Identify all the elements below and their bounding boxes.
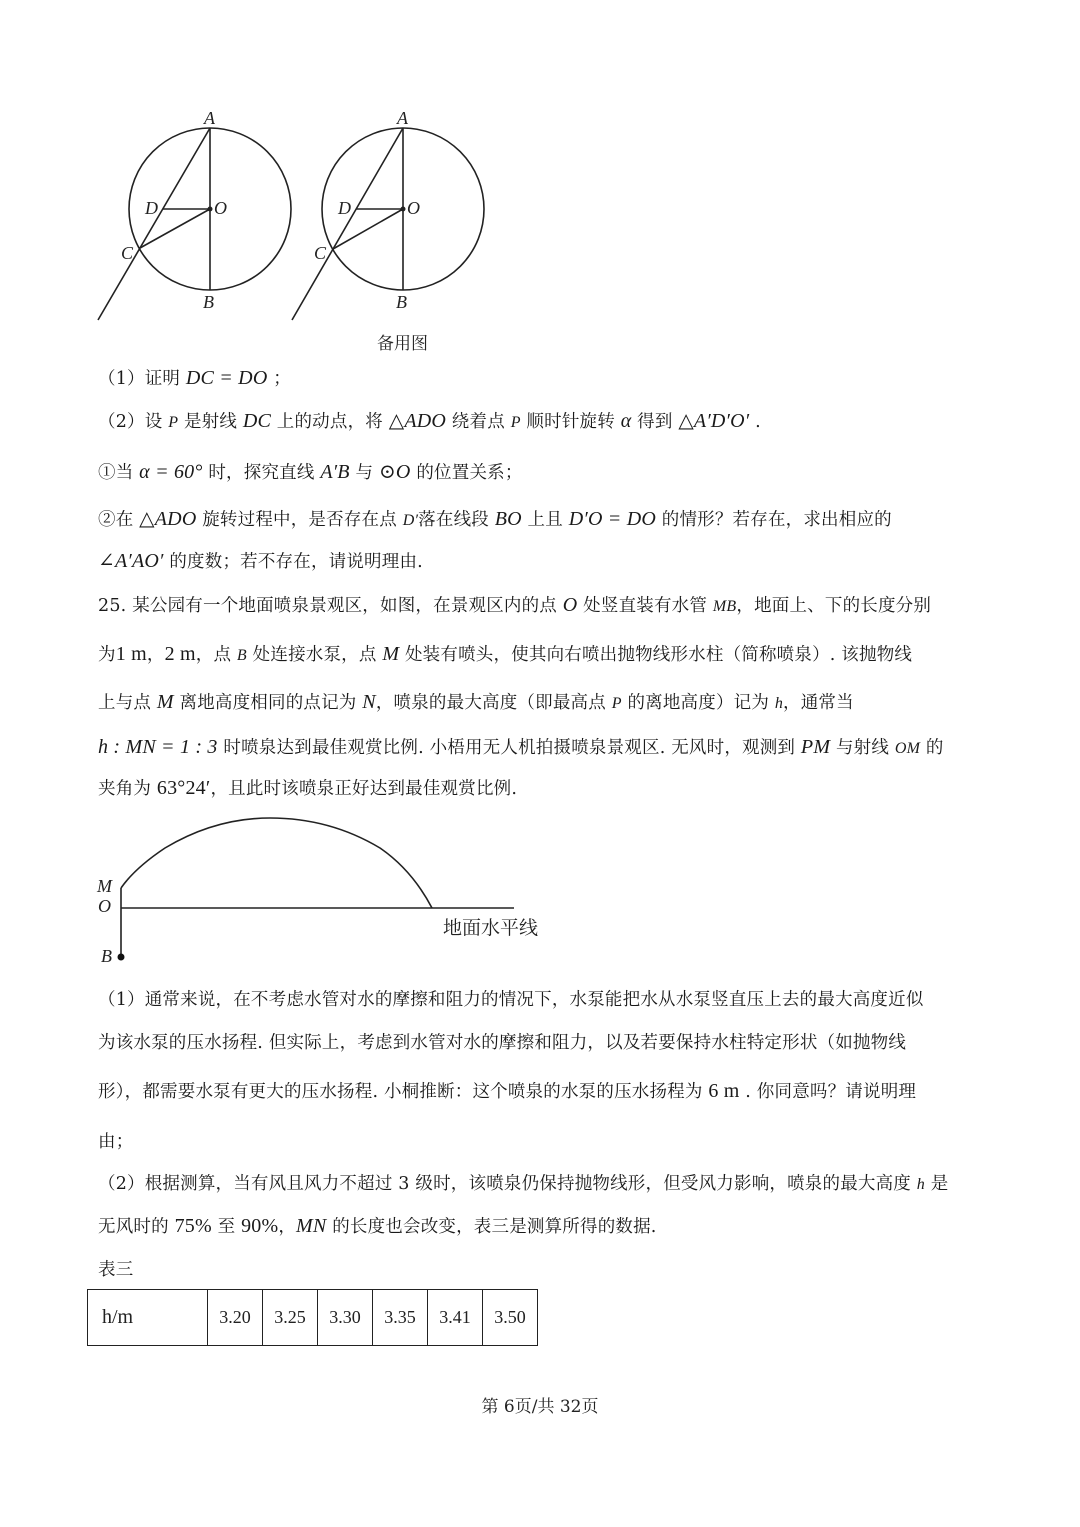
- table-cell: 3.35: [373, 1290, 428, 1346]
- q24-sub2: ②在 △ADO 旋转过程中，是否存在点 D′落在线段 BO 上且 D′O = DO 的情形？若存在，求出相应的: [98, 508, 892, 530]
- page-footer: 第 6页/共 32页: [481, 1397, 599, 1417]
- label-B: B: [101, 946, 112, 966]
- q24-sub2-line2: ∠A′AO′ 的度数；若不存在，请说明理由.: [98, 550, 423, 572]
- label-B-2: B: [396, 292, 407, 312]
- q25-line5: 夹角为 63°24′，且此时该喷泉正好达到最佳观赏比例.: [98, 777, 518, 799]
- q25-line2: 为1 m，2 m，点 B 处连接水泵，点 M 处装有喷头，使其向右喷出抛物线形水柱（简称喷泉）. 该抛物线: [98, 643, 913, 665]
- q24-sub1: ①当 α = 60° 时，探究直线 A′B 与 ⊙O 的位置关系；: [98, 461, 523, 483]
- table-cell: 3.50: [483, 1290, 538, 1346]
- table-cell: 3.30: [318, 1290, 373, 1346]
- label-B-1: B: [203, 292, 214, 312]
- table-cell: 3.20: [208, 1290, 263, 1346]
- q25-part1-line4: 由；: [98, 1132, 134, 1152]
- label-A-1: A: [204, 108, 215, 128]
- q24-part1: （1）证明 DC = DO ；: [98, 367, 291, 389]
- table-row: [88, 1290, 538, 1346]
- label-C-2: C: [314, 243, 327, 263]
- table-title: 表三: [98, 1260, 134, 1280]
- table-cell: 3.25: [263, 1290, 318, 1346]
- q25-line1: 25. 某公园有一个地面喷泉景观区，如图，在景观区内的点 O 处竖直装有水管 MB，地面上、下的长度分别: [98, 594, 932, 616]
- label-D-1: D: [145, 198, 158, 218]
- circle-figures: [0, 0, 560, 330]
- q25-part1-line3: 形），都需要水泵有更大的压水扬程. 小桐推断：这个喷泉的水泵的压水扬程为 6 m . 你同意吗？请说明理: [98, 1080, 917, 1102]
- table-cell: 3.41: [428, 1290, 483, 1346]
- label-O: O: [98, 896, 111, 916]
- figure-caption: 备用图: [377, 334, 428, 354]
- q24-part2: （2）设 P 是射线 DC 上的动点，将 △ADO 绕着点 P 顺时针旋转 α 得到 △A′D′O′ .: [98, 410, 761, 432]
- table-header-cell: h/m: [88, 1290, 208, 1346]
- q25-line3: 上与点 M 离地高度相同的点记为 N，喷泉的最大高度（即最高点 P 的离地高度）记为 h，通常当: [98, 691, 854, 713]
- ground-label: 地面水平线: [443, 917, 539, 939]
- label-O-1: O: [214, 198, 227, 218]
- q25-part2-line2: 无风时的 75% 至 90%，MN 的长度也会改变，表三是测算所得的数据.: [98, 1215, 657, 1237]
- label-C-1: C: [121, 243, 134, 263]
- data-table: [87, 1289, 538, 1346]
- label-O-2: O: [407, 198, 420, 218]
- q25-part1-line2: 为该水泵的压水扬程. 但实际上，考虑到水管对水的摩擦和阻力，以及若要保持水柱特定形状（如抛物线: [98, 1033, 907, 1053]
- fountain-diagram: [0, 800, 560, 980]
- label-A-2: A: [397, 108, 408, 128]
- q25-line4: h : MN = 1 : 3 时喷泉达到最佳观赏比例. 小梧用无人机拍摄喷泉景观区. 无风时，观测到 PM 与射线 OM 的: [98, 736, 944, 758]
- label-D-2: D: [338, 198, 351, 218]
- label-M: M: [97, 876, 112, 896]
- q25-part2-line1: （2）根据测算，当有风且风力不超过 3 级时，该喷泉仍保持抛物线形，但受风力影响，喷泉的最大高度 h 是: [98, 1174, 949, 1194]
- q25-part1-line1: （1）通常来说，在不考虑水管对水的摩擦和阻力的情况下，水泵能把水从水泵竖直压上去的最大高度近似: [98, 990, 924, 1010]
